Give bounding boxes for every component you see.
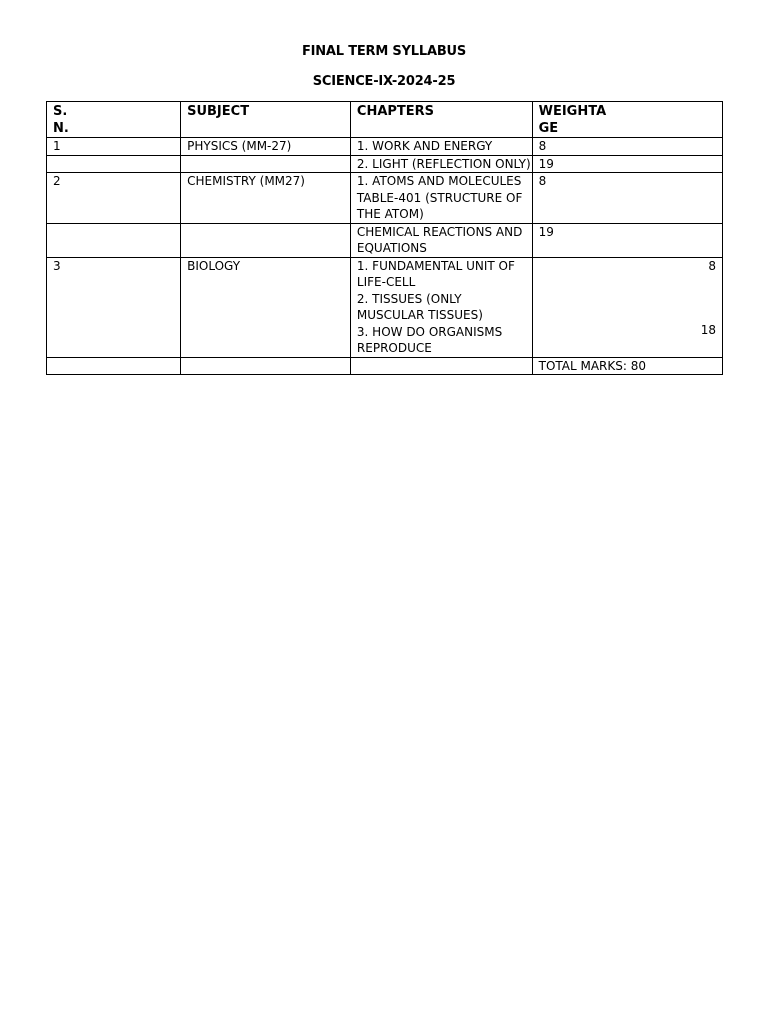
cell-subject: PHYSICS (MM-27) <box>181 138 351 156</box>
table-row <box>47 173 723 224</box>
document-title: FINAL TERM SYLLABUS <box>301 44 467 59</box>
cell-chapter: CHEMICAL REACTIONS AND EQUATIONS <box>350 223 532 257</box>
cell-subject <box>181 155 351 173</box>
cell-empty <box>181 357 351 375</box>
chapter-item: 2. TISSUES (ONLY MUSCULAR TISSUES) <box>356 291 483 322</box>
chapter-item: 3. HOW DO ORGANISMS REPRODUCE <box>356 324 503 355</box>
cell-sn <box>47 223 181 257</box>
cell-sn <box>47 155 181 173</box>
cell-chapters <box>350 257 532 357</box>
table-row <box>47 257 723 357</box>
total-row <box>47 357 723 375</box>
chapter-item: 1. FUNDAMENTAL UNIT OF LIFE-CELL <box>356 258 515 289</box>
cell-sn: 3 <box>47 257 181 357</box>
header-weightage: WEIGHTAGE <box>532 102 722 138</box>
weight-item: 18 <box>700 323 716 337</box>
cell-empty <box>47 357 181 375</box>
table-row <box>47 223 723 257</box>
table-header-row <box>47 102 723 138</box>
total-marks: TOTAL MARKS: 80 <box>532 357 722 375</box>
cell-sn: 2 <box>47 173 181 224</box>
cell-weights <box>532 257 722 357</box>
cell-sn: 1 <box>47 138 181 156</box>
header-chapters: CHAPTERS <box>350 102 532 138</box>
weight-item: 8 <box>708 258 716 273</box>
cell-chapter: 2. LIGHT (REFLECTION ONLY) <box>350 155 532 173</box>
cell-weight: 8 <box>532 173 722 224</box>
cell-weight: 8 <box>532 138 722 156</box>
cell-weight: 19 <box>532 223 722 257</box>
table-row <box>47 138 723 156</box>
cell-weight: 19 <box>532 155 722 173</box>
cell-subject: BIOLOGY <box>181 257 351 357</box>
cell-empty <box>350 357 532 375</box>
cell-subject <box>181 223 351 257</box>
document-subtitle: SCIENCE-IX-2024-25 <box>312 74 456 89</box>
cell-chapter: 1. ATOMS AND MOLECULES TABLE-401 (STRUCTURE OF THE ATOM) <box>350 173 532 224</box>
cell-subject: CHEMISTRY (MM27) <box>181 173 351 224</box>
header-subject: SUBJECT <box>181 102 351 138</box>
table-row <box>47 155 723 173</box>
cell-chapter: 1. WORK AND ENERGY <box>350 138 532 156</box>
syllabus-table <box>46 101 723 375</box>
header-sn: S.N. <box>47 102 181 138</box>
